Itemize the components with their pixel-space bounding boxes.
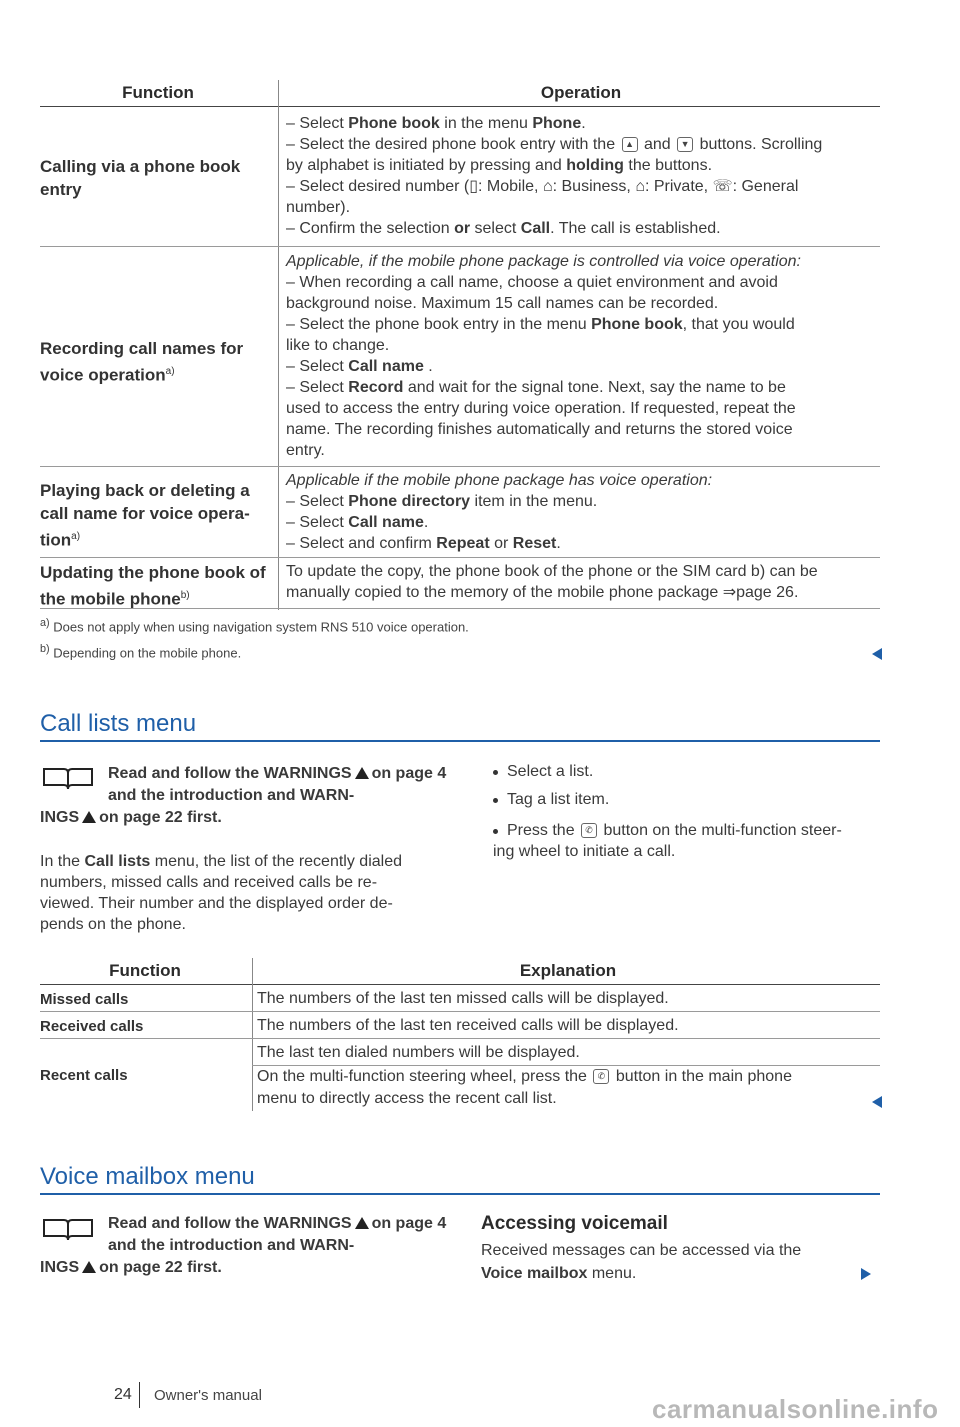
page-number: 24	[114, 1386, 132, 1403]
mobile-icon: ▯	[469, 178, 479, 195]
cl-rule-1	[40, 1011, 880, 1012]
end-of-section-icon-2	[872, 1096, 882, 1108]
table1-row4-operation	[286, 561, 881, 603]
t1r2-line8: used to access the entry during voice operation. If requested, repeat the	[286, 400, 796, 417]
table1-row3-function	[40, 479, 265, 552]
t1r3-line3: – Select Call name.	[286, 514, 429, 531]
cl-intro-1: In the Call lists menu, the list of the recently dialed	[40, 853, 402, 870]
t1r2-line4: – Select the phone book entry in the menu Phone book, that you would	[286, 316, 795, 333]
bullet-press-button-cont: ing wheel to initiate a call.	[493, 843, 676, 860]
up-arrow-icon: ▲	[622, 137, 638, 152]
watermark: carmanualsonline.info	[652, 1394, 939, 1424]
t1r2-line9: name. The recording finishes automatically and returns the stored voice	[286, 421, 793, 438]
vm-warning-4: on page 22 first.	[99, 1259, 222, 1276]
bullet-tag-item: Tag a list item.	[507, 791, 610, 808]
private-icon: ⌂	[635, 178, 645, 195]
table1-bottom-rule	[40, 608, 880, 609]
t1r2-line5: like to change.	[286, 337, 390, 354]
t1r2-line10: entry.	[286, 442, 325, 459]
warning-triangle-icon	[355, 1217, 369, 1229]
call-lists-warning-line2	[40, 807, 222, 828]
voicemail-line2: Voice mailbox menu.	[481, 1265, 637, 1282]
down-arrow-icon: ▼	[677, 137, 693, 152]
t1r2-fn-text: Recording call names for voice operation	[40, 339, 244, 385]
manual-label: Owner's manual	[154, 1387, 262, 1404]
table1-row1-operation	[286, 113, 881, 239]
vm-warning-1: Read and follow the WARNINGS	[108, 1215, 352, 1232]
voice-mailbox-warning	[108, 1213, 448, 1257]
t1r3-line4: – Select and confirm Repeat or Reset.	[286, 535, 561, 552]
cl-intro-3: viewed. Their number and the displayed order de-	[40, 895, 393, 912]
cl-table-head-function: Function	[109, 961, 181, 980]
phone-button-icon: ✆	[593, 1069, 609, 1084]
table1-rule-1	[40, 246, 880, 247]
vm-warning-2: on page 4 and the introduction and WARN-	[108, 1215, 447, 1254]
cl-warning-3: INGS	[40, 809, 80, 826]
t1r4-line1: To update the copy, the phone book of the phone or the SIM card b) can be	[286, 563, 818, 580]
book-icon	[42, 1216, 94, 1242]
bullet-press-button: Press the ✆ button on the multi-function steer-	[507, 822, 842, 839]
cl-row-recent-function: Recent calls	[40, 1067, 128, 1084]
t1r1-line6: – Confirm the selection or select Call. The call is established.	[286, 220, 721, 237]
voice-mailbox-rule	[40, 1193, 880, 1195]
vm-warning-3: INGS	[40, 1259, 80, 1276]
footnote-b-mark: b)	[40, 643, 50, 655]
business-icon: ⌂	[542, 178, 553, 195]
cl-row-recent-line1: The last ten dialed numbers will be displayed.	[257, 1044, 580, 1061]
general-icon: ☏	[712, 178, 733, 195]
table1-column-divider	[278, 80, 279, 610]
bullet-2	[493, 798, 498, 803]
t1r1-line4: – Select desired number (▯: Mobile, ⌂: Business, ⌂: Private, ☏: General	[286, 178, 799, 195]
t1r2-line6: – Select Call name .	[286, 358, 433, 375]
t1r2-line2: – When recording a call name, choose a quiet environment and avoid	[286, 274, 778, 291]
bullet-3	[493, 829, 498, 834]
voice-mailbox-warning-line2	[40, 1257, 222, 1278]
t1r2-line1: Applicable, if the mobile phone package is controlled via voice operation:	[286, 253, 801, 270]
table1-row2-operation	[286, 251, 881, 461]
t1r4-sup: b)	[180, 590, 190, 601]
cl-table-head-explanation: Explanation	[519, 961, 617, 980]
call-lists-intro	[40, 851, 460, 935]
call-lists-rule	[40, 740, 880, 742]
warning-triangle-icon	[82, 811, 96, 823]
footnote-b	[40, 643, 740, 660]
cl-row-recent-line3: menu to directly access the recent call list.	[257, 1090, 557, 1107]
phone-button-icon: ✆	[581, 823, 597, 838]
cl-row-missed-function: Missed calls	[40, 991, 129, 1008]
table1-head-function: Function	[122, 83, 194, 102]
t1r1-line2: – Select the desired phone book entry with the ▲ and ▼ buttons. Scrolling	[286, 136, 823, 153]
t1r1-line5: number).	[286, 199, 351, 216]
cl-warning-1: Read and follow the WARNINGS	[108, 765, 352, 782]
bullet-select-list: Select a list.	[507, 763, 594, 780]
t1r2-sup: a)	[165, 366, 175, 377]
t1r4-fn-text: Updating the phone book of the mobile phone	[40, 563, 266, 609]
table1-row3-operation	[286, 470, 881, 554]
bullet-1	[493, 770, 498, 775]
t1r1-line3: by alphabet is initiated by pressing and holding the buttons.	[286, 157, 713, 174]
accessing-voicemail-heading: Accessing voicemail	[481, 1213, 668, 1234]
footnote-b-text: Depending on the mobile phone.	[53, 645, 242, 661]
table1-rule-3	[40, 557, 880, 558]
call-lists-title: Call lists menu	[40, 710, 197, 737]
cl-row-recent-line2: On the multi-function steering wheel, press the ✆ button in the main phone	[257, 1068, 792, 1085]
cl-intro-2: numbers, missed calls and received calls be re-	[40, 874, 378, 891]
t1r1-line1: – Select Phone book in the menu Phone.	[286, 115, 586, 132]
t1r3-fn-text: Playing back or deleting a call name for voice opera-tion	[40, 481, 250, 550]
t1r2-line3: background noise. Maximum 15 call names can be recorded.	[286, 295, 719, 312]
warning-triangle-icon	[82, 1261, 96, 1273]
t1r3-line2: – Select Phone directory item in the menu.	[286, 493, 598, 510]
cl-warning-4: on page 22 first.	[99, 809, 222, 826]
call-lists-warning	[108, 763, 448, 807]
table1-row2-function	[40, 337, 265, 387]
table1-top-rule	[40, 106, 880, 107]
t1r4-line2: manually copied to the memory of the mobile phone package ⇒page 26.	[286, 584, 799, 601]
cl-rule-2	[40, 1038, 880, 1039]
table1-head-operation: Operation	[540, 83, 622, 102]
continue-arrow-icon	[861, 1268, 871, 1280]
t1r3-sup: a)	[71, 531, 81, 542]
cl-table-top-rule	[40, 984, 880, 985]
voicemail-line1: Received messages can be accessed via the	[481, 1242, 802, 1259]
book-icon	[42, 765, 94, 791]
table1-row4-function	[40, 561, 270, 611]
footnote-a-text: Does not apply when using navigation system RNS 510 voice operation.	[53, 619, 469, 635]
warning-triangle-icon	[355, 767, 369, 779]
cl-intro-4: pends on the phone.	[40, 916, 186, 933]
t1r3-line1: Applicable if the mobile phone package has voice operation:	[286, 472, 713, 489]
footer-divider	[139, 1382, 140, 1408]
footnote-a-mark: a)	[40, 617, 50, 629]
voice-mailbox-title: Voice mailbox menu	[40, 1163, 255, 1190]
cl-table-divider	[252, 958, 253, 1111]
cl-warning-2: on page 4 and the introduction and WARN-	[108, 765, 447, 804]
t1r2-line7: – Select Record and wait for the signal tone. Next, say the name to be	[286, 379, 786, 396]
footnote-a	[40, 617, 740, 634]
table1-row1-function: Calling via a phone book entry	[40, 157, 241, 199]
cl-row-received-explanation: The numbers of the last ten received calls will be displayed.	[257, 1017, 679, 1034]
cl-row-received-function: Received calls	[40, 1018, 144, 1035]
table1-rule-2	[40, 466, 880, 467]
cl-row-missed-explanation: The numbers of the last ten missed calls will be displayed.	[257, 990, 669, 1007]
end-of-section-icon-1	[872, 648, 882, 660]
